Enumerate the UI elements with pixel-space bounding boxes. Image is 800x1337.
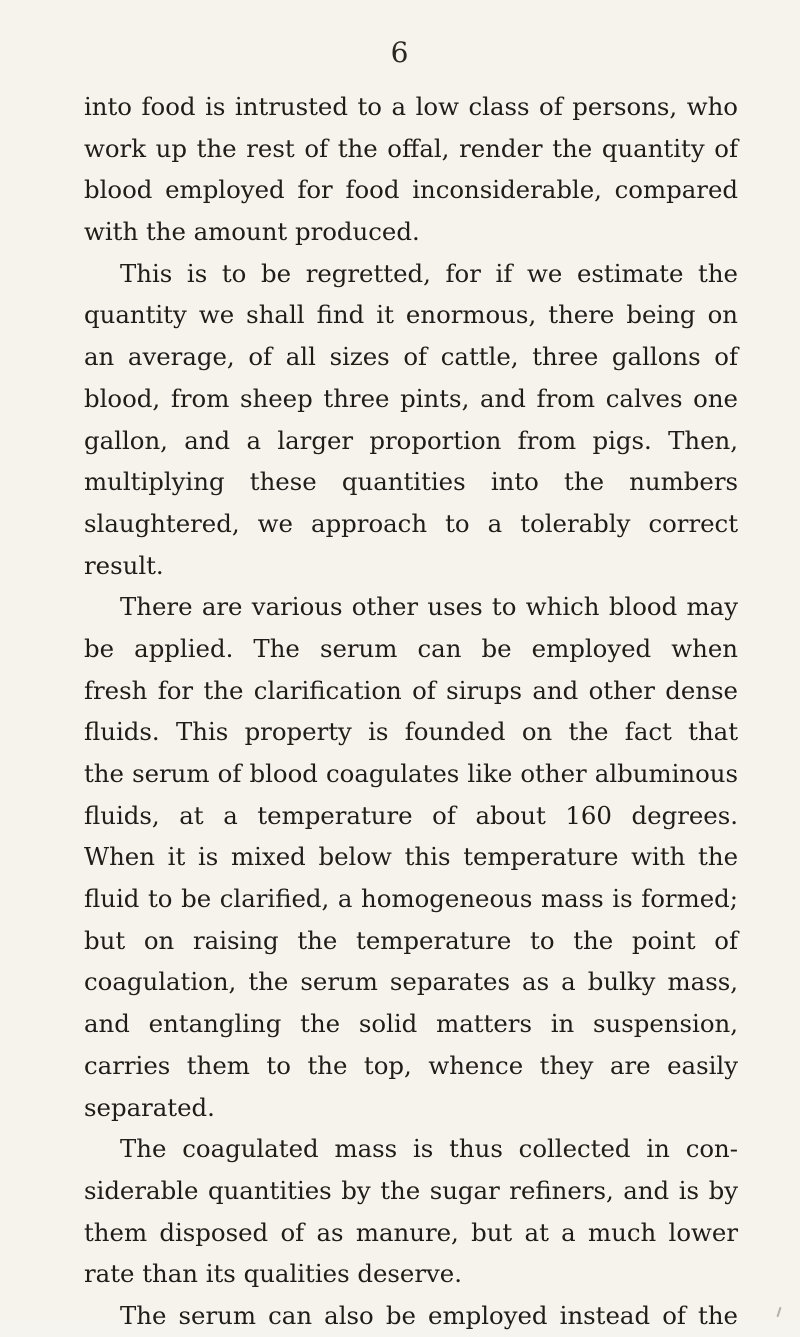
text-line: into food is intrusted to a low class of persons, who <box>84 92 738 121</box>
text-line: When it is mixed below this temperature with the <box>84 842 738 872</box>
text-line: There are various other uses to which blood may <box>120 592 738 622</box>
text-line: with the amount produced. <box>84 217 420 247</box>
text-line: The coagulated mass is thus collected in con- <box>120 1134 738 1164</box>
text-line: fluid to be clarified, a homogeneous mass is formed; <box>84 884 738 914</box>
text-line: result. <box>84 550 164 580</box>
text-line: siderable quantities by the sugar refiners, and is by <box>84 1175 738 1205</box>
text-line: quantity we shall find it enormous, there being on <box>84 300 738 330</box>
page-number: 6 <box>390 36 410 69</box>
text-line: work up the rest of the offal, render the quantity of <box>84 133 738 163</box>
text-line: multiplying these quantities into the numbers <box>84 467 738 497</box>
text-line: and entangling the solid matters in suspension, <box>84 1009 738 1039</box>
text-line: blood employed for food inconsiderable, compared <box>84 175 738 205</box>
text-line: an average, of all sizes of cattle, three gallons of <box>84 342 738 372</box>
paper-speck <box>777 1307 782 1317</box>
text-line: blood, from sheep three pints, and from calves one <box>84 383 738 413</box>
text-line: gallon, and a larger proportion from pigs. Then, <box>84 425 738 455</box>
text-line: This is to be regretted, for if we estimate the <box>120 258 738 288</box>
text-line: coagulation, the serum separates as a bulky mass, <box>84 967 738 997</box>
text-line: separated. <box>84 1092 215 1122</box>
text-line: them disposed of as manure, but at a much lower <box>84 1217 738 1247</box>
text-line: be applied. The serum can be employed when <box>84 633 738 663</box>
text-line: slaughtered, we approach to a tolerably correct <box>84 508 738 538</box>
text-line: rate than its qualities deserve. <box>84 1259 462 1289</box>
text-line: fresh for the clarification of sirups and other dense <box>84 675 738 705</box>
body-text <box>84 86 738 1337</box>
text-line: fluids. This property is founded on the fact that <box>84 717 738 747</box>
text-line: carries them to the top, whence they are easily <box>84 1050 738 1080</box>
text-line: fluids, at a temperature of about 160 degrees. <box>84 800 738 830</box>
text-line: The serum can also be employed instead of the <box>120 1300 738 1330</box>
text-line: the serum of blood coagulates like other albuminous <box>84 759 738 788</box>
text-line: but on raising the temperature to the point of <box>84 925 738 955</box>
